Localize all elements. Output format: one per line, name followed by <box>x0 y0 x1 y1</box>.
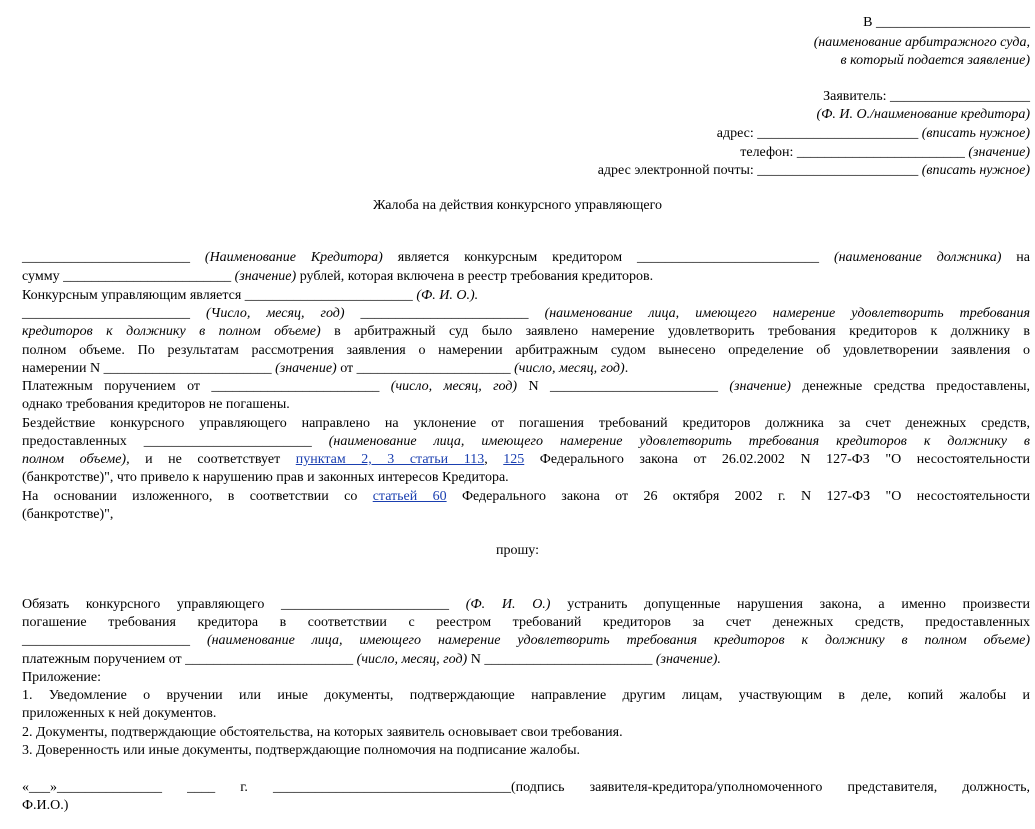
court-hint-1: (наименование арбитражного суда, <box>813 35 1030 50</box>
applicant-line: Заявитель: ____________________ <box>823 89 1030 104</box>
body-line-14: На основании изложенного, в соответствии со статьей 60 Федерального закона от 26 октября 2002 г. N 127-ФЗ "О несостоятельности <box>22 489 1031 504</box>
request-word: прошу: <box>496 543 539 558</box>
body-line-4: ________________________ (Число, месяц, год) ________________________ (наименование лица, имеющего намерение удовлетворить требования <box>22 306 1031 321</box>
attachment-item-2: 2. Документы, подтверждающие обстоятельства, на которых заявитель основывает свои требования. <box>22 725 623 740</box>
court-line: В ______________________ <box>863 15 1030 30</box>
body-line-13: (банкротстве)", что привело к нарушению прав и законных интересов Кредитора. <box>22 470 509 485</box>
demand-line-2: погашение требования кредитора в соответствии с реестром требований кредиторов за счет денежных средств, предоставленных <box>22 615 1030 630</box>
body-line-2: сумму ________________________ (значение) рублей, которая включена в реестр требования кредиторов. <box>22 269 654 284</box>
attachment-item-1: 1. Уведомление о вручении или иные документы, подтверждающие направление другим лицам, участвующим в деле, копий жалобы и <box>22 688 1030 703</box>
demand-line-3: ________________________ (наименование лица, имеющего намерение удовлетворить требования кредиторов к должнику в полном объеме) <box>22 633 1031 648</box>
signature-line: «___»_______________ ____ г. __________________________________(подпись заявителя-кредитора/уполномоченного представителя, должность, <box>22 780 1031 795</box>
attachment-item-1-cont: приложенных к ней документов. <box>22 706 217 721</box>
body-line-3: Конкурсным управляющим является ________________________ (Ф. И. О.). <box>22 288 479 303</box>
applicant-hint: (Ф. И. О./наименование кредитора) <box>816 107 1030 122</box>
demand-line-1: Обязать конкурсного управляющего ________________________ (Ф. И. О.) устранить допущенные нарушения закона, а именно произвести <box>22 597 1031 612</box>
body-line-10: Бездействие конкурсного управляющего направлено на уклонение от погашения требований кредиторов должника за счет денежных средств, <box>22 416 1030 431</box>
email-label: адрес электронной почты: _______________________ <box>597 163 919 178</box>
law-link-article-125[interactable]: 125 <box>503 452 525 467</box>
law-link-articles-113[interactable]: пунктам 2, 3 статьи 113 <box>295 452 485 467</box>
body-line-1: ________________________ (Наименование Кредитора) является конкурсным кредитором __________________________ (наименование должника) на <box>22 250 1030 265</box>
body-line-15: (банкротстве)", <box>22 507 114 522</box>
document-title: Жалоба на действия конкурсного управляющего <box>373 198 662 213</box>
phone-label: телефон: ________________________ <box>740 145 965 160</box>
law-link-article-60[interactable]: статьей 60 <box>372 489 447 504</box>
address-label: адрес: _______________________ <box>716 126 919 141</box>
body-line-7: намерении N ________________________ (значение) от ______________________ (число, месяц, год). <box>22 361 629 376</box>
court-hint-2: в который подается заявление) <box>840 53 1030 68</box>
body-line-11: предоставленных ________________________ (наименование лица, имеющего намерение удовлетворить требования кредиторов к должнику в <box>22 434 1030 449</box>
email-line <box>598 162 1030 180</box>
signature-line-2: Ф.И.О.) <box>22 798 69 813</box>
demand-line-4: платежным поручением от ________________________ (число, месяц, год) N ________________________ (значение). <box>22 652 721 667</box>
body-line-5: кредиторов к должнику в полном объеме) в арбитражный суд было заявлено намерение удовлетворить требования кредиторов к должнику в <box>22 324 1031 339</box>
body-line-9: однако требования кредиторов не погашены. <box>22 397 290 412</box>
phone-hint: (значение) <box>968 145 1030 160</box>
email-hint: (вписать нужное) <box>921 163 1030 178</box>
address-line <box>717 125 1030 143</box>
attachment-item-3: 3. Доверенность или иные документы, подтверждающие полномочия на подписание жалобы. <box>22 743 581 758</box>
address-hint: (вписать нужное) <box>921 126 1030 141</box>
attachment-label: Приложение: <box>22 670 102 685</box>
body-line-6: полном объеме. По результатам рассмотрения заявления о намерении арбитражным судом вынесено определение об удовлетворении заявления о <box>22 343 1030 358</box>
body-line-12: полном объеме), и не соответствует пунктам 2, 3 статьи 113, 125 Федерального закона от 26.02.2002 N 127-ФЗ "О несостоятельности <box>22 452 1031 467</box>
body-line-8: Платежным поручением от ________________________ (число, месяц, год) N ________________________ (значение) денежные средства предоставлены, <box>22 379 1031 394</box>
phone-line <box>740 144 1030 162</box>
